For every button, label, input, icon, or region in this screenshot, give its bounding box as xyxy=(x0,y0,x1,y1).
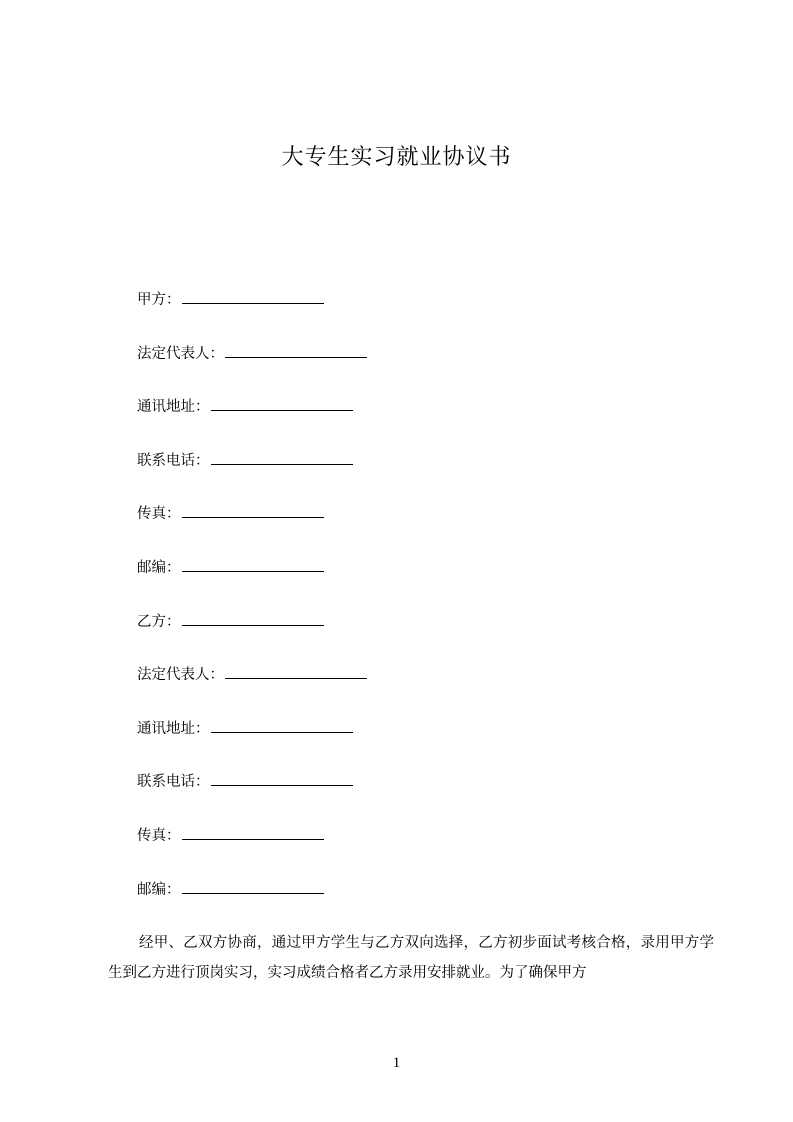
blank-line xyxy=(182,556,324,572)
party-b-postcode-field xyxy=(137,878,367,932)
party-b-fax-field xyxy=(137,824,367,878)
field-label: 联系电话： xyxy=(137,452,210,469)
field-label: 通讯地址： xyxy=(137,399,210,416)
page-number: 1 xyxy=(392,1055,401,1071)
document-title: 大专生实习就业协议书 xyxy=(281,145,512,170)
party-b-address-field xyxy=(137,717,367,771)
field-label: 传真： xyxy=(137,827,181,844)
blank-line xyxy=(182,610,324,626)
field-label: 传真： xyxy=(137,506,181,523)
party-a-fax-field xyxy=(137,502,367,556)
blank-line xyxy=(225,342,367,358)
party-b-phone-field xyxy=(137,770,367,824)
blank-line xyxy=(211,395,353,411)
blank-line xyxy=(211,717,353,733)
party-b-name-field xyxy=(137,610,367,664)
party-a-legal-rep-field xyxy=(137,342,367,396)
blank-line xyxy=(225,663,367,679)
blank-line xyxy=(182,502,324,518)
field-label: 通讯地址： xyxy=(137,720,210,737)
blank-line xyxy=(211,770,353,786)
blank-line xyxy=(182,878,324,894)
field-label: 邮编： xyxy=(137,559,181,576)
party-a-address-field xyxy=(137,395,367,449)
party-a-name-field xyxy=(137,288,367,342)
party-info-fields xyxy=(137,288,367,931)
field-label: 法定代表人： xyxy=(137,345,224,362)
party-b-legal-rep-field xyxy=(137,663,367,717)
field-label: 甲方： xyxy=(137,292,181,308)
blank-line xyxy=(182,824,324,840)
party-a-phone-field xyxy=(137,449,367,503)
field-label: 乙方： xyxy=(137,613,181,630)
field-label: 联系电话： xyxy=(137,774,210,791)
field-label: 邮编： xyxy=(137,881,181,898)
field-label: 法定代表人： xyxy=(137,667,224,684)
blank-line xyxy=(211,449,353,465)
blank-line xyxy=(182,288,324,304)
agreement-paragraph: 经甲、乙双方协商，通过甲方学生与乙方双向选择，乙方初步面试考核合格，录用甲方学生到乙方进行顶岗实习，实习成绩合格者乙方录用安排就业。为了确保甲方 xyxy=(108,935,714,981)
party-a-postcode-field xyxy=(137,556,367,610)
